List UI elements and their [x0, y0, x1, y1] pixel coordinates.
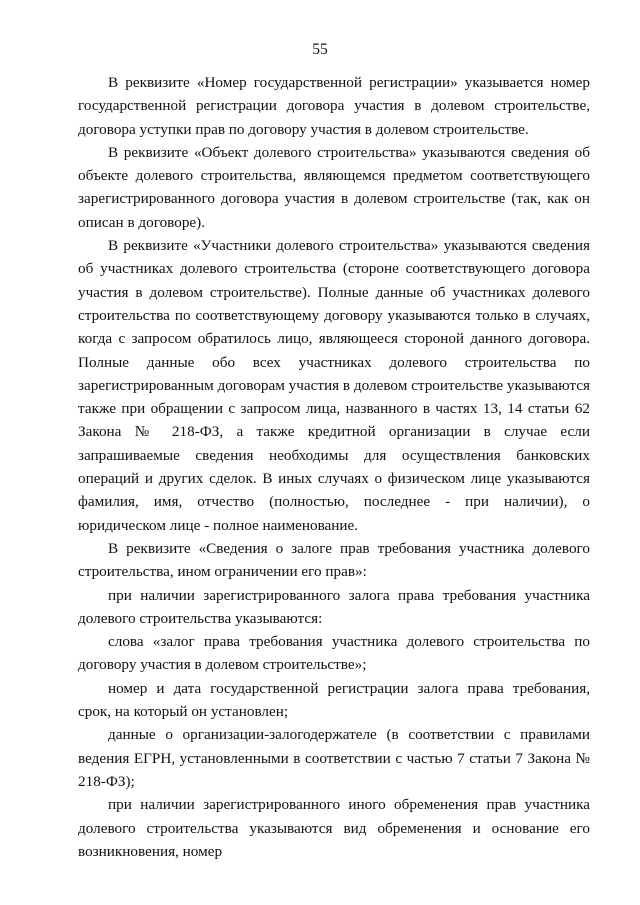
paragraph-pledge-number-date: номер и дата государственной регистрации залога права требования, срок, на который он установлен;: [78, 679, 590, 721]
paragraph-pledgee-data: данные о организации-залогодержателе (в соответствии с правилами ведения ЕГРН, установленными в соответствии с частью 7 статьи 7 Закона № 218-ФЗ);: [78, 726, 590, 790]
document-body: [78, 71, 590, 863]
paragraph-registration-number: В реквизите «Номер государственной регистрации» указывается номер государственной регистрации договора участия в долевом строительстве, договора уступки прав по договору участия в долевом строительстве.: [78, 74, 590, 138]
paragraph-construction-object: В реквизите «Объект долевого строительства» указываются сведения об объекте долевого строительства, являющемся предметом соответствующего зарегистрированного договора участия в долевом строительстве (так, как он описан в договоре).: [78, 143, 590, 231]
paragraph-other-encumbrance: при наличии зарегистрированного иного обременения прав участника долевого строительства указываются вид обременения и основание его возникновения, номер: [78, 796, 590, 860]
paragraph-participants: В реквизите «Участники долевого строительства» указываются сведения об участниках долевого строительства (стороне соответствующего договора участия в долевом строительстве). Полные данные об участниках долевого строительства по соответствующему договору указываются только в случаях, когда с запросом обратилось лицо, являющееся стороной данного договора. Полные данные обо всех участниках долевого строительства по зарегистрированным договорам участия в долевом строительстве указываются также при обращении с запросом лица, названного в частях 13, 14 статьи 62 Закона № 218-ФЗ, а также кредитной организации в случае если запрашиваемые сведения необходимы для осуществления банковских операций и других сделок. В иных случаях о физическом лице указываются фамилия, имя, отчество (полностью, последнее - при наличии), о юридическом лице - полное наименование.: [78, 237, 590, 534]
page-number: 55: [312, 41, 328, 58]
paragraph-pledge-words: слова «залог права требования участника долевого строительства по договору участия в долевом строительстве»;: [78, 633, 590, 674]
paragraph-pledge-registered: при наличии зарегистрированного залога права требования участника долевого строительства указываются:: [78, 586, 590, 627]
paragraph-pledge-info: В реквизите «Сведения о залоге прав требования участника долевого строительства, ином ограничении его прав»:: [78, 539, 590, 581]
